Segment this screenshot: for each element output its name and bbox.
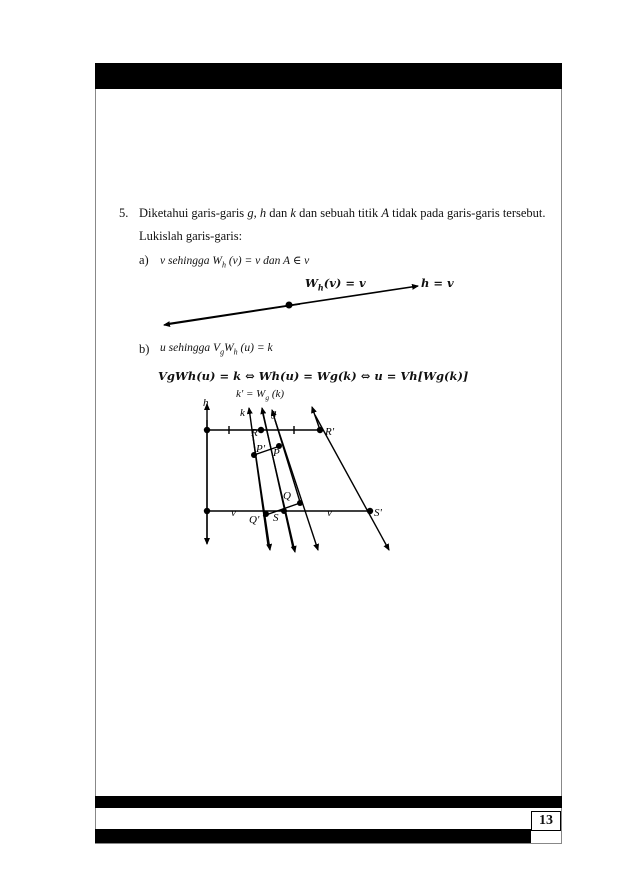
- part-b-label: b): [139, 342, 150, 356]
- label-Rprime: R': [325, 426, 335, 438]
- label-Sprime: S': [374, 507, 382, 519]
- label-S: S: [273, 512, 279, 524]
- figure-b: [207, 404, 389, 552]
- page-number: 13: [531, 811, 561, 831]
- label-Qprime: Q': [249, 514, 260, 526]
- label-v-right: v: [327, 507, 332, 519]
- part-b-expression: u sehingga $V_gW_h$ (u) = k: [160, 342, 273, 357]
- point-S: [281, 508, 287, 514]
- label-Q: Q: [283, 490, 291, 502]
- label-P: P: [273, 447, 280, 459]
- problem-statement: Diketahui garis-garis g, h dan k dan sebuah titik A tidak pada garis-garis tersebut.: [139, 206, 546, 220]
- label-g: g: [271, 407, 277, 419]
- problem-number: 5.: [119, 206, 129, 220]
- part-a-figure-line-label: h = v: [421, 276, 454, 290]
- label-R: R: [251, 427, 258, 439]
- label-Pprime: P': [256, 443, 266, 455]
- point-Q: [297, 500, 303, 506]
- part-a-figure-equation: $W_h(v) = v$: [305, 276, 366, 293]
- line-h-left-arrow: [164, 304, 300, 325]
- part-a-expression: v sehingga $W_h$ (v) = v dan A ∈ v: [160, 255, 310, 270]
- figure-a: [164, 286, 418, 325]
- label-v-left: v: [231, 507, 236, 519]
- figure-b-labels: [203, 397, 383, 526]
- point-Qprime: [263, 511, 269, 517]
- label-h: h: [203, 397, 209, 409]
- figure-b-points: [204, 427, 373, 517]
- point-A: [286, 302, 293, 309]
- part-b-equivalence: VgWh(u) = k ⇔ Wh(u) = Wg(k) ⇔ u = Vh[Wg(k)]: [158, 369, 469, 383]
- part-a-label: a): [139, 253, 149, 267]
- label-k: k: [240, 407, 245, 419]
- line-Rprime-Sprime: [312, 407, 320, 430]
- point-Rprime: [317, 427, 323, 433]
- problem-instruction: Lukislah garis-garis:: [139, 229, 243, 243]
- kprime-definition: $k' = W_g$ (k): [236, 388, 285, 403]
- point-Sprime: [367, 508, 373, 514]
- point-R: [258, 427, 264, 433]
